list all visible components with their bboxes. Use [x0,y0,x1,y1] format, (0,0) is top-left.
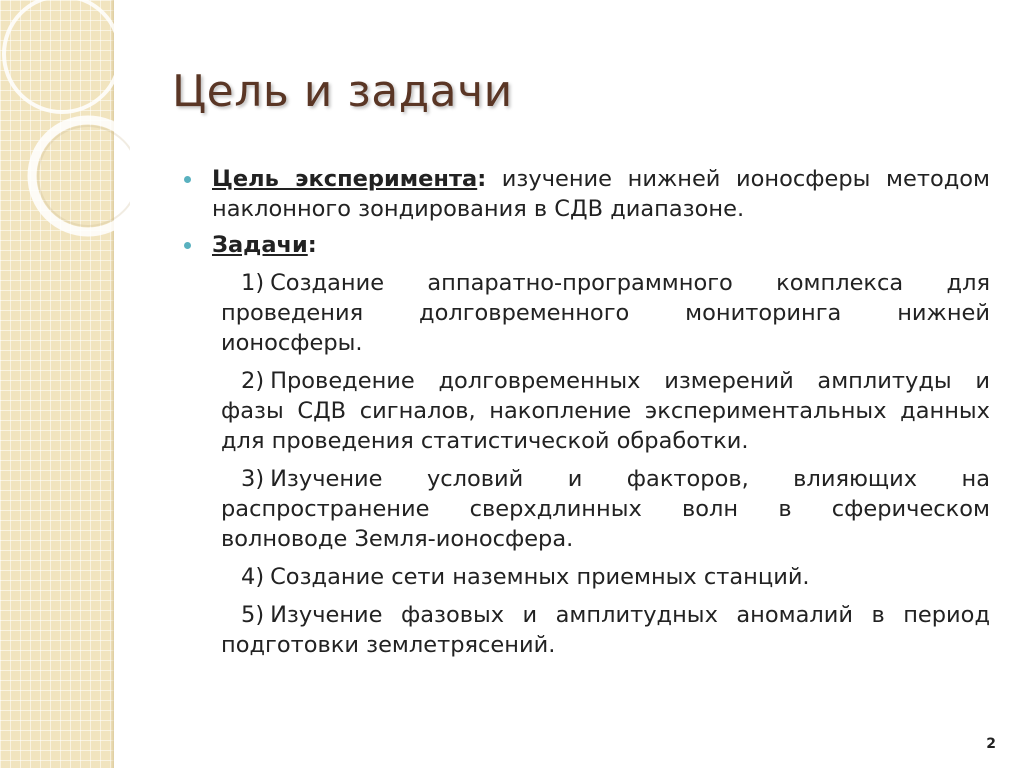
task-item [221,464,990,554]
page-number: 2 [986,736,996,752]
task-number: 5) [241,602,265,628]
task-text: Изучение фазовых и амплитудных аномалий в период подготовки землетрясений. [221,602,990,658]
task-item [221,600,990,660]
slide-content [184,164,990,660]
decorative-rings-graphic [0,0,130,260]
bullet-dot-icon [184,242,191,249]
bullet-dot-icon [184,176,191,183]
task-number: 1) [241,270,265,296]
task-text: Проведение долговременных измерений амплитуды и фазы СДВ сигналов, накопление экспериментальных данных для проведения статистической обработки. [221,368,990,454]
tasks-heading-term: Задачи [212,232,308,258]
task-item [221,366,990,456]
task-number: 2) [241,368,265,394]
task-item [221,562,990,592]
task-number: 4) [241,564,265,590]
goal-colon: : [477,166,487,192]
goal-term: Цель эксперимента [212,166,478,192]
goal-text: изучение нижней ионосферы методом наклонного зондирования в СДВ диапазоне. [212,166,991,222]
task-text: Изучение условий и факторов, влияющих на распространение сверхдлинных волн в сферическом волноводе Земля-ионосфера. [221,466,990,552]
goal-bullet [184,164,990,224]
task-item [221,268,990,358]
tasks-heading-bullet [184,230,990,260]
slide-title: Цель и задачи [172,66,513,117]
tasks-heading-colon: : [307,232,317,258]
task-text: Создание сети наземных приемных станций. [270,564,810,590]
task-number: 3) [241,466,265,492]
task-text: Создание аппаратно-программного комплекса для проведения долговременного мониторинга нижней ионосферы. [221,270,990,356]
